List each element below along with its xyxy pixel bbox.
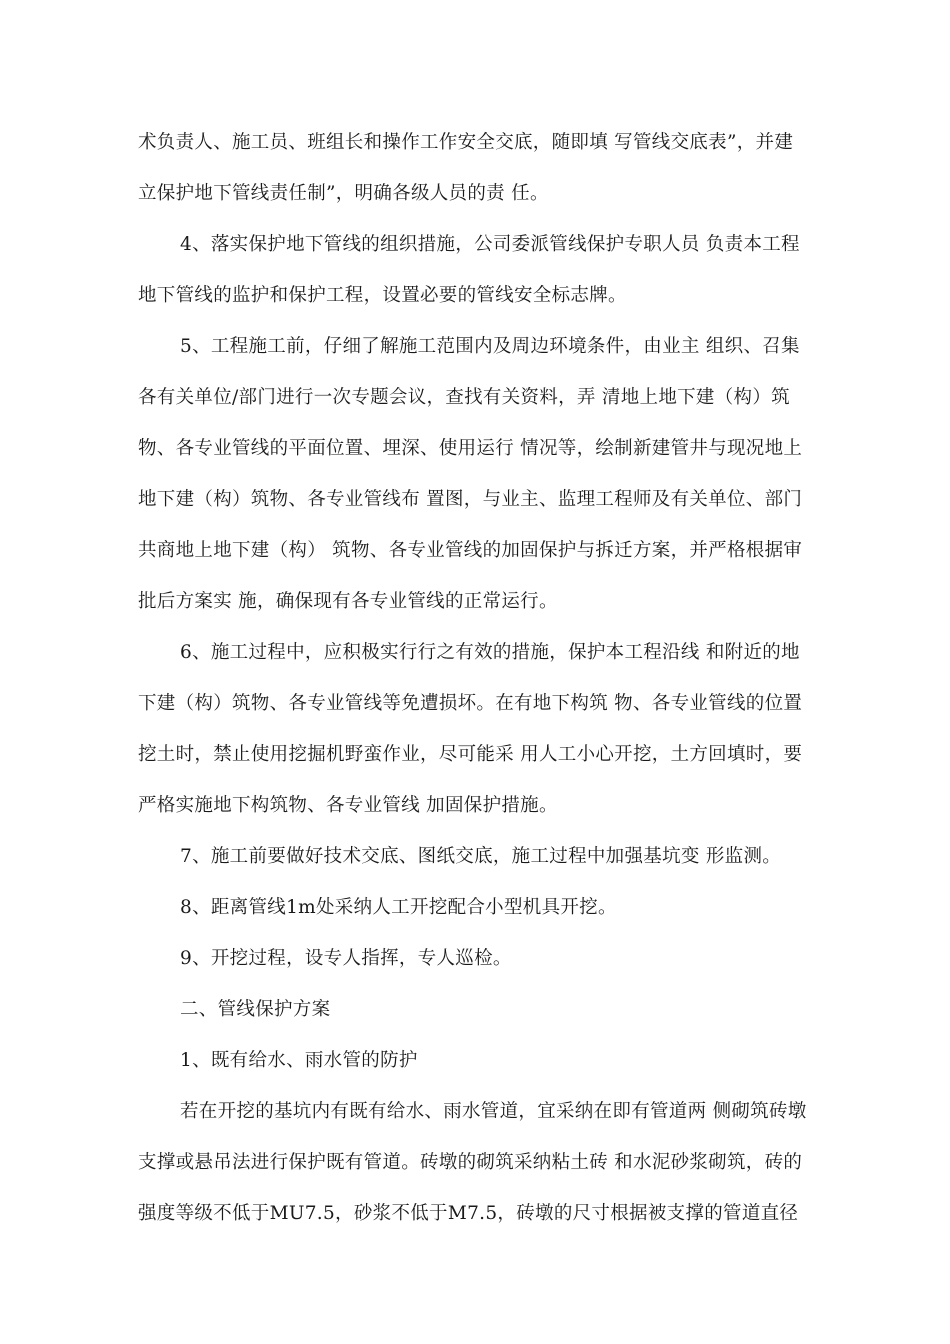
text-line: 批后方案实 施，确保现有各专业管线的正常运行。	[138, 591, 558, 612]
paragraph-start: 若在开挖的基坑内有既有给水、雨水管道，宜采纳在即有管道两 侧砌筑砖墩	[180, 1101, 807, 1122]
paragraph-6-start: 6、施工过程中，应积极实行行之有效的措施，保护本工程沿线 和附近的地	[180, 642, 800, 663]
text-line: 共商地上地下建（构） 筑物、各专业管线的加固保护与拆迁方案，并严格根据审	[138, 540, 803, 561]
text-line: 术负责人、施工员、班组长和操作工作安全交底，随即填 写管线交底表”，并建	[138, 132, 794, 153]
text-line: 地下建（构）筑物、各专业管线布 置图，与业主、监理工程师及有关单位、部门	[138, 489, 803, 510]
text-line: 物、各专业管线的平面位置、埋深、使用运行 情况等，绘制新建管井与现况地上	[138, 438, 803, 459]
text-line: 各有关单位/部门进行一次专题会议，查找有关资料，弄 清地上地下建（构）筑	[138, 387, 790, 408]
subsection-heading: 1、既有给水、雨水管的防护	[180, 1050, 418, 1071]
text-line: 挖土时，禁止使用挖掘机野蛮作业，尽可能采 用人工小心开挖，土方回填时，要	[138, 744, 803, 765]
text-line: 地下管线的监护和保护工程，设置必要的管线安全标志牌。	[138, 285, 627, 306]
text-line: 支撑或悬吊法进行保护既有管道。砖墩的砌筑采纳粘土砖 和水泥砂浆砌筑，砖的	[138, 1152, 803, 1173]
text-line: 立保护地下管线责任制”，明确各级人员的责 任。	[138, 183, 549, 204]
text-line: 强度等级不低于MU7.5，砂浆不低于M7.5，砖墩的尺寸根据被支撑的管道直径	[138, 1203, 799, 1224]
section-heading: 二、管线保护方案	[180, 999, 331, 1020]
paragraph-4-start: 4、落实保护地下管线的组织措施，公司委派管线保护专职人员 负责本工程	[180, 234, 800, 255]
paragraph-8: 8、距离管线1m处采纳人工开挖配合小型机具开挖。	[180, 897, 617, 918]
paragraph-5-start: 5、工程施工前，仔细了解施工范围内及周边环境条件，由业主 组织、召集	[180, 336, 800, 357]
text-line: 严格实施地下构筑物、各专业管线 加固保护措施。	[138, 795, 558, 816]
text-line: 下建（构）筑物、各专业管线等免遭损坏。在有地下构筑 物、各专业管线的位置	[138, 693, 803, 714]
paragraph-9: 9、开挖过程，设专人指挥，专人巡检。	[180, 948, 512, 969]
paragraph-7: 7、施工前要做好技术交底、图纸交底，施工过程中加强基坑变 形监测。	[180, 846, 782, 867]
